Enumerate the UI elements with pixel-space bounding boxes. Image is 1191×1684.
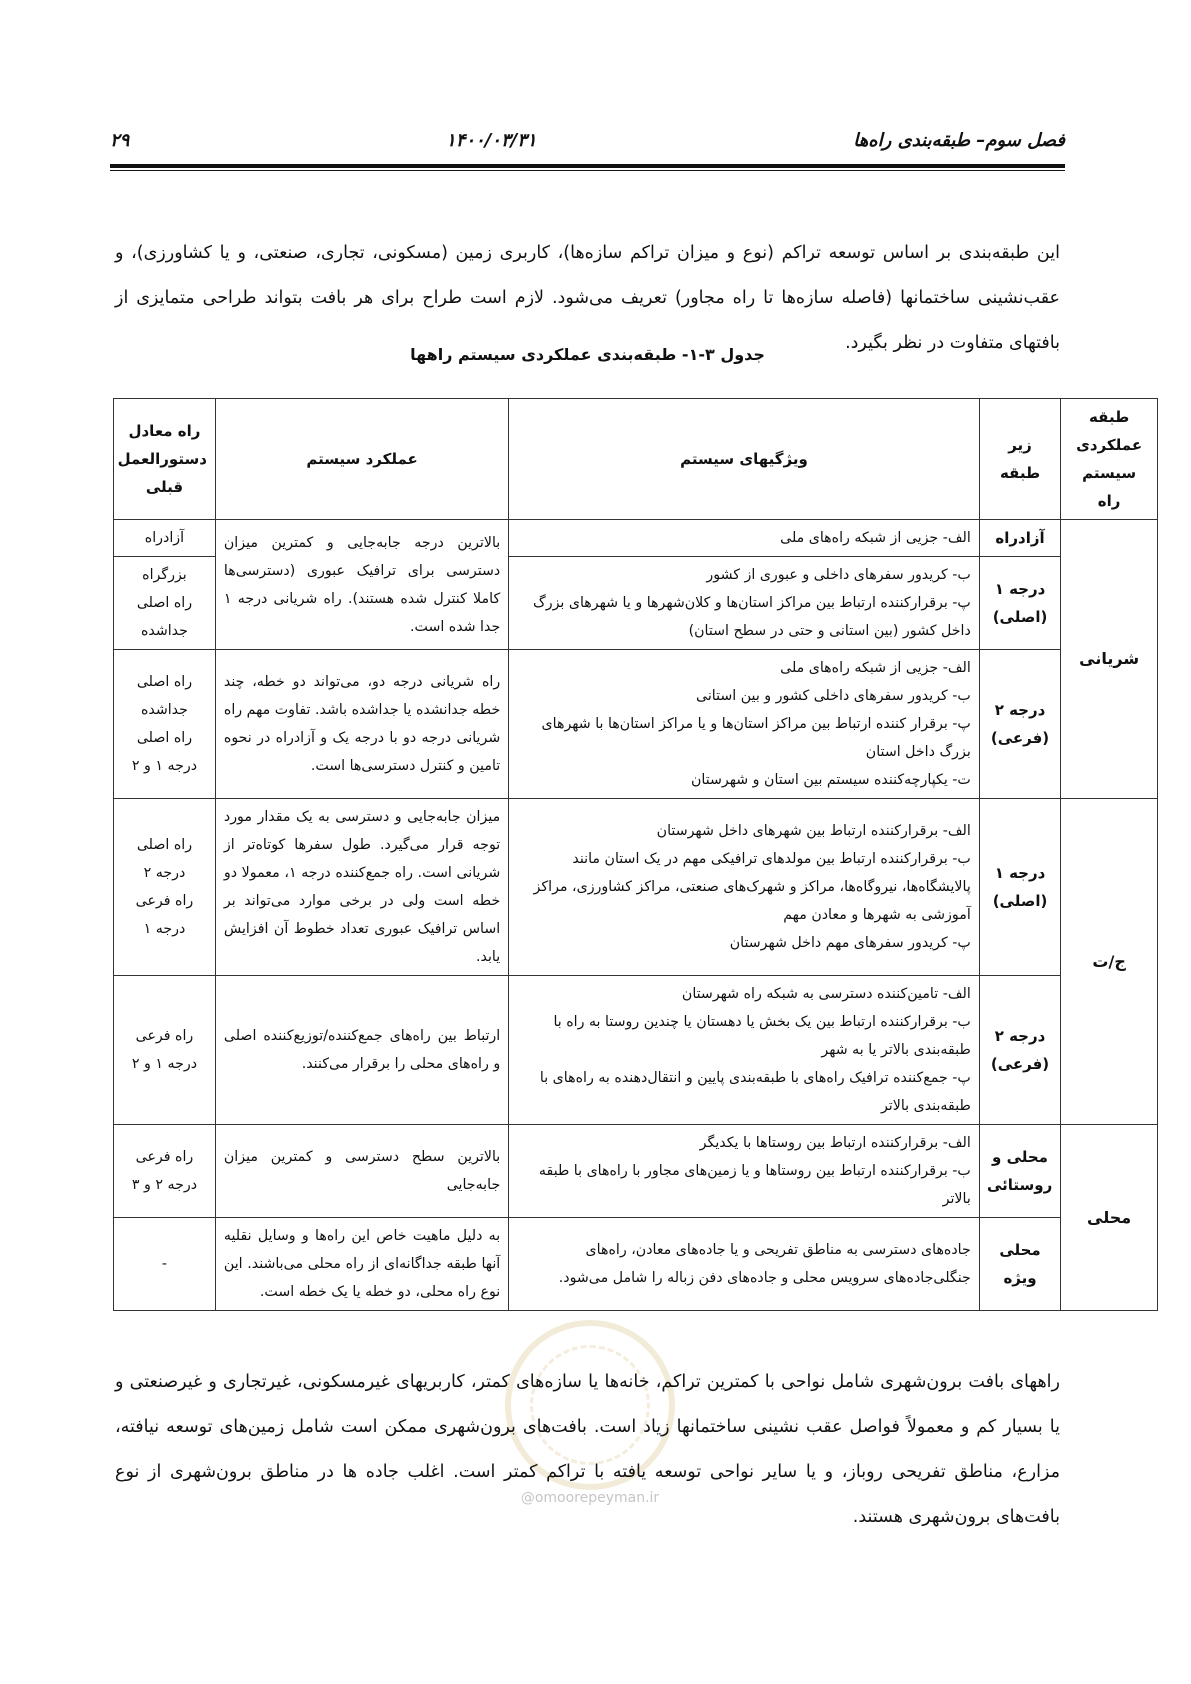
- table-row: [114, 799, 1158, 976]
- subclass-cell: آزادراه: [979, 520, 1060, 557]
- road-classification-table: [113, 398, 1158, 1311]
- feature-item: پ- جمع‌کننده ترافیک راه‌های با طبقه‌بندی پایین و انتقال‌دهنده به راه‌های با طبقه‌بندی بالاتر: [539, 1070, 971, 1114]
- page-number: ۲۹: [110, 129, 130, 151]
- feature-item: ب- برقرارکننده ارتباط بین یک بخش یا دهستان یا چندین روستا به راه با طبقه‌بندی بالاتر یا به شهر: [553, 1014, 971, 1058]
- table-caption: جدول ۳-۱- طبقه‌بندی عملکردی سیستم راهها: [410, 345, 765, 364]
- equivalent-item: آزادراه: [144, 530, 185, 546]
- class-local: محلی: [1061, 1125, 1158, 1311]
- subclass-cell: درجه ۱ (اصلی): [979, 799, 1060, 976]
- feature-item: الف- جزیی از شبکه راه‌های ملی: [780, 660, 971, 676]
- chapter-title: فصل سوم– طبقه‌بندی راه‌ها: [853, 129, 1065, 151]
- page-header: [110, 120, 1065, 160]
- header-rule-thin: [110, 170, 1065, 171]
- equivalent-item: راه اصلی جداشده: [136, 674, 193, 718]
- features-cell: [509, 557, 980, 650]
- function-cell: بالاترین درجه جابه‌جایی و کمترین میزان دسترسی برای ترافیک عبوری (دسترسی‌ها کاملا کنترل شده هستند). راه شریانی درجه ۱ جدا شده است.: [215, 520, 508, 650]
- header-equivalent: راه معادل دستورالعمل قبلی: [114, 399, 216, 520]
- feature-item: ب- کریدور سفرهای داخلی کشور و بین استانی: [696, 688, 971, 704]
- features-cell: [509, 650, 980, 799]
- table-row: [114, 1125, 1158, 1218]
- function-cell: ارتباط بین راه‌های جمع‌کننده/توزیع‌کننده اصلی و راه‌های محلی را برقرار می‌کنند.: [215, 976, 508, 1125]
- equivalent-cell: [114, 650, 216, 799]
- subclass-cell: محلی ویژه: [979, 1218, 1060, 1311]
- equivalent-item: راه فرعی درجه ۱ و ۲: [131, 1028, 198, 1072]
- closing-paragraph: راههای بافت برون‌شهری شامل نواحی با کمترین تراکم، خانه‌ها یا سازه‌های کمتر، کاربریهای غیرمسکونی، غیرتجاری و غیرصنعتی و یا بسیار کم و معمولاً فواصل عقب نشینی ساختمانها زیاد است. بافت‌های برون‌شهری ممکن است شامل زمین‌های توسعه نیافته، مزارع، مناطق تفریحی روباز، و یا سایر نواحی توسعه یافته با تراکم کمتر است. اغلب جاده ها در مناطق برون‌شهری از نوع بافت‌های برون‌شهری هستند.: [115, 1371, 1060, 1527]
- header-features: ویژگیهای سیستم: [509, 399, 980, 520]
- table-header-row: [114, 399, 1158, 520]
- feature-item: ب- کریدور سفرهای داخلی و عبوری از کشور: [706, 567, 971, 583]
- subclass-cell: درجه ۲ (فرعی): [979, 976, 1060, 1125]
- features-cell: [509, 976, 980, 1125]
- feature-item: پ- برقرار کننده ارتباط بین مراکز استان‌ها و یا مراکز استان‌ها با شهرهای بزرگ داخل استان: [541, 716, 971, 760]
- equivalent-item: راه اصلی درجه ۲: [136, 837, 193, 881]
- equivalent-cell: [114, 976, 216, 1125]
- feature-item: ب- برقرارکننده ارتباط بین روستاها و یا زمین‌های مجاور با راه‌های با طبقه بالاتر: [538, 1163, 971, 1207]
- equivalent-cell: [114, 557, 216, 650]
- equivalent-item: راه فرعی درجه ۲ و ۳: [131, 1149, 198, 1193]
- table-row: [114, 650, 1158, 799]
- feature-item: الف- برقرارکننده ارتباط بین روستاها با یکدیگر: [699, 1135, 971, 1151]
- feature-item: ب- برقرارکننده ارتباط بین مولدهای ترافیکی مهم در یک استان مانند پالایشگاه‌ها، نیروگاه‌ها، مراکز و شهرک‌های صنعتی، مراکز کشاورزی، مراکز آموزشی به شهرها و معادن مهم: [533, 851, 971, 923]
- feature-item: ت- یکپارچه‌کننده سیستم بین استان و شهرستان: [690, 772, 971, 788]
- feature-item: الف- تامین‌کننده دسترسی به شبکه راه شهرستان: [681, 986, 971, 1002]
- equivalent-item: راه اصلی جداشده: [136, 595, 193, 639]
- equivalent-cell: [114, 1218, 216, 1311]
- subclass-cell: درجه ۲ (فرعی): [979, 650, 1060, 799]
- equivalent-item: -: [161, 1256, 167, 1272]
- table-row: [114, 976, 1158, 1125]
- function-cell: راه شریانی درجه دو، می‌تواند دو خطه، چند خطه جدانشده یا جداشده باشد. تفاوت مهم راه شریانی درجه دو با درجه یک و آزادراه در نحوه تامین و کنترل دسترسی‌ها است.: [215, 650, 508, 799]
- equivalent-item: بزرگراه: [142, 567, 187, 583]
- equivalent-cell: [114, 1125, 216, 1218]
- class-arterial: شریانی: [1061, 520, 1158, 799]
- watermark-text: @omoorepeyman.ir: [520, 1490, 660, 1506]
- function-cell: بالاترین سطح دسترسی و کمترین میزان جابه‌جایی: [215, 1125, 508, 1218]
- class-collector: ج/ت: [1061, 799, 1158, 1125]
- subclass-cell: محلی و روستائی: [979, 1125, 1060, 1218]
- feature-item: الف- برقرارکننده ارتباط بین شهرهای داخل شهرستان: [656, 823, 971, 839]
- header-function: عملکرد سیستم: [215, 399, 508, 520]
- subclass-cell: درجه ۱ (اصلی): [979, 557, 1060, 650]
- header-rule-thick: [110, 164, 1065, 168]
- header-classification: طبقه عملکردی سیستم راه: [1061, 399, 1158, 520]
- features-cell: [509, 799, 980, 976]
- table-row: [114, 520, 1158, 557]
- table-row: [114, 1218, 1158, 1311]
- features-cell: [509, 520, 980, 557]
- equivalent-item: راه فرعی درجه ۱: [135, 893, 194, 937]
- features-cell: [509, 1125, 980, 1218]
- function-cell: میزان جابه‌جایی و دسترسی به یک مقدار مورد توجه قرار می‌گیرد. طول سفرها کوتاه‌تر از شریانی است. راه جمع‌کننده درجه ۱، معمولا دو خطه است ولی در برخی موارد می‌تواند بر اساس ترافیک عبوری تعداد خطوط آن افزایش یابد.: [215, 799, 508, 976]
- equivalent-cell: [114, 799, 216, 976]
- feature-item: الف- جزیی از شبکه راه‌های ملی: [780, 530, 971, 546]
- header-date: ۱۴۰۰/۰۳/۳۱: [446, 129, 537, 151]
- equivalent-item: راه اصلی درجه ۱ و ۲: [131, 730, 198, 774]
- function-cell: به دلیل ماهیت خاص این راه‌ها و وسایل نقلیه آنها طبقه جداگانه‌ای از راه محلی می‌باشند. این نوع راه محلی، دو خطه یا یک خطه است.: [215, 1218, 508, 1311]
- equivalent-cell: [114, 520, 216, 557]
- header-subclass: زیر طبقه: [979, 399, 1060, 520]
- feature-item: جاده‌های دسترسی به مناطق تفریحی و یا جاده‌های معادن، راه‌های جنگلی‌جاده‌های سرویس محلی و جاده‌های دفن زباله را شامل می‌شود.: [558, 1242, 971, 1286]
- feature-item: پ- کریدور سفرهای مهم داخل شهرستان: [729, 935, 971, 951]
- feature-item: پ- برقرارکننده ارتباط بین مراکز استان‌ها و کلان‌شهرها و یا شهرهای بزرگ داخل کشور (بین استانی و حتی در سطح استان): [533, 595, 971, 639]
- features-cell: [509, 1218, 980, 1311]
- intro-paragraph: این طبقه‌بندی بر اساس توسعه تراکم (نوع و میزان تراکم سازه‌ها)، کاربری زمین (مسکونی، تجاری، صنعتی، و یا کشاورزی)، و عقب‌نشینی ساختمانها (فاصله سازه‌ها تا راه مجاور) تعریف می‌شود. لازم است طراح برای هر بافت بتواند طراحی متمایزی از بافتهای متفاوت در نظر بگیرد.: [115, 242, 1060, 353]
